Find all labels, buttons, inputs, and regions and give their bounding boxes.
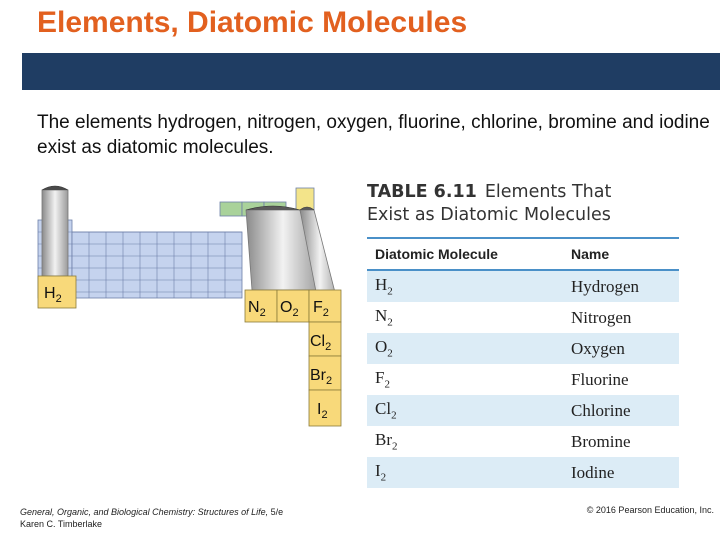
h2-cylinder [42,190,68,276]
footer-citation [20,506,283,530]
periodic-table-figure [20,180,350,440]
cl2-label: $Cl_2$ [310,333,332,353]
diatomic-table [367,237,679,488]
name-cell: Chlorine [571,400,631,420]
name-cell: Oxygen [571,338,625,358]
name-cell: Hydrogen [571,276,639,296]
name-cell: Bromine [571,431,631,451]
table-header-row [367,237,679,271]
slide-body-text: The elements hydrogen, nitrogen, oxygen, fluorine, chlorine, bromine and iodine exist as diatomic molecules. [37,112,710,158]
molecule-cell: $F_2$ [375,368,390,391]
header-molecule: Diatomic Molecule [375,246,498,262]
name-cell: Iodine [571,462,615,482]
footer-book: General, Organic, and Biological Chemistry: Structures of Life, [20,507,269,517]
table-row [367,457,679,488]
footer-copyright: © 2016 Pearson Education, Inc. [586,505,714,515]
table-row [367,271,679,302]
molecule-cell: $H_2$ [375,275,393,298]
i2-label: $I_2$ [317,401,328,421]
table-number: TABLE 6.11 [367,182,477,202]
molecule-cell: $N_2$ [375,306,393,329]
table-row [367,333,679,364]
table-title [367,181,687,227]
table-row [367,364,679,395]
n2-label: $N_2$ [248,299,266,319]
slide-title: Elements, Diatomic Molecules [37,6,468,39]
molecule-cell: $I_2$ [375,461,387,484]
h2-label: $H_2$ [44,285,62,305]
h2-cap [42,186,68,190]
molecule-cell: $Br_2$ [375,430,398,453]
table-row [367,426,679,457]
br2-label: $Br_2$ [310,367,333,387]
name-cell: Nitrogen [571,307,632,327]
footer-author: Karen C. Timberlake [20,519,103,529]
table-row [367,395,679,426]
molecule-cell: $Cl_2$ [375,399,397,422]
name-cell: Fluorine [571,369,629,389]
table-title-line1: Elements That [484,182,612,202]
f2-label: $F_2$ [313,299,329,319]
molecule-cell: $O_2$ [375,337,393,360]
table-title-line2: Exist as Diatomic Molecules [367,205,611,225]
title-band [22,53,720,90]
header-name: Name [571,246,610,262]
footer-edition: 5/e [268,507,284,517]
table-row [367,302,679,333]
o2-label: $O_2$ [280,299,299,319]
